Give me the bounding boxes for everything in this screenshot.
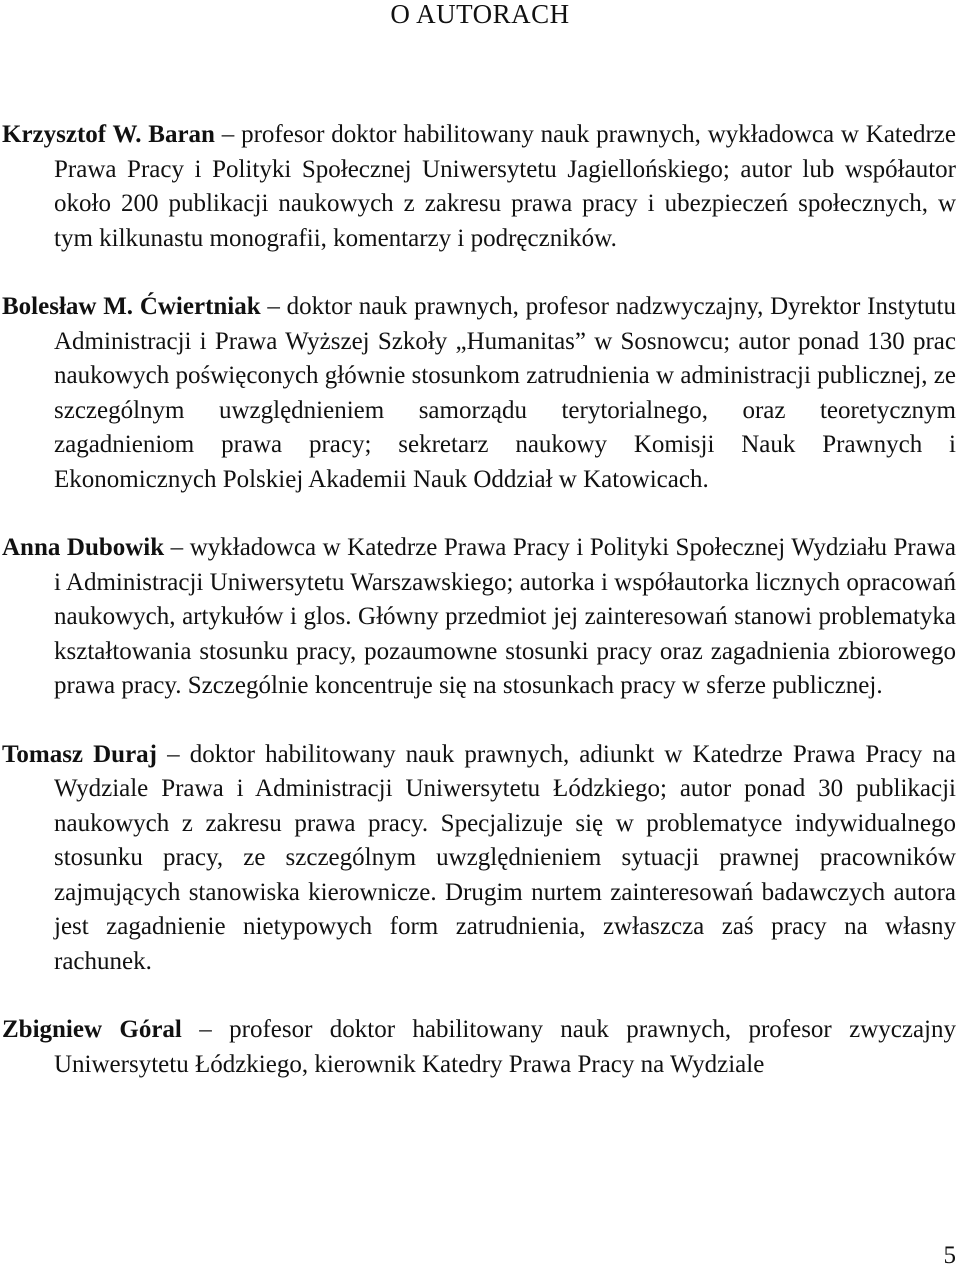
author-paragraph <box>2 531 956 704</box>
author-description: – doktor nauk prawnych, profesor nadzwyczajny, Dyrektor Instytutu Administracji i Prawa Wyższej Szkoły „Humanitas” w Sosnowcu; autor ponad 130 prac naukowych poświęconych głównie stosunkom zatrudnienia w administracji publicznej, ze szczególnym uwzględnieniem samorządu terytorialnego, oraz teoretycznym zagadnieniom prawa pracy; sekretarz naukowy Komisji Nauk Prawnych i Ekonomicznych Polskiej Akademii Nauk Oddział w Katowicach. <box>54 293 956 493</box>
author-description: – doktor habilitowany nauk prawnych, adiunkt w Katedrze Prawa Pracy na Wydziale Prawa i Administracji Uniwersytetu Łódzkiego; autor ponad 30 publikacji naukowych z zakresu prawa pracy. Specjalizuje się w problematyce indywidualnego stosunku pracy, ze szczególnym uwzględnieniem sytuacji prawnej pracowników zajmujących stanowiska kierownicze. Drugim nurtem zainteresowań badawczych autora jest zagadnienie nietypowych form zatrudnienia, zwłaszcza zaś pracy na własny rachunek. <box>54 740 956 975</box>
author-bios <box>2 118 956 1116</box>
page-title: O AUTORACH <box>390 0 570 29</box>
author-description: – wykładowca w Katedrze Prawa Pracy i Polityki Społecznej Wydziału Prawa i Administracji Uniwersytetu Warszawskiego; autorka i współautorka licznych opracowań naukowych, artykułów i glos. Główny przedmiot jej zainteresowań stanowi problematyka kształtowania stosunku pracy, pozaumowne stosunki pracy oraz zagadnienia zbiorowego prawa pracy. Szczególnie koncentruje się na stosunkach pracy w sferze publicznej. <box>54 534 956 699</box>
author-bio <box>2 118 956 256</box>
author-name: Anna Dubowik <box>2 534 165 561</box>
author-paragraph <box>2 738 956 980</box>
author-description: – profesor doktor habilitowany nauk prawnych, profesor zwyczajny Uniwersytetu Łódzkiego, kierownik Katedry Prawa Pracy na Wydziale <box>54 1016 956 1078</box>
author-bio <box>2 290 956 497</box>
author-name: Zbigniew Góral <box>2 1016 182 1043</box>
author-paragraph <box>2 118 956 256</box>
author-paragraph <box>2 290 956 497</box>
author-name: Bolesław M. Ćwiertniak <box>2 293 261 320</box>
author-name: Tomasz Duraj <box>2 740 158 768</box>
author-name: Krzysztof W. Baran <box>2 121 215 148</box>
author-description: – profesor doktor habilitowany nauk prawnych, wykładowca w Katedrze Prawa Pracy i Polityki Społecznej Uniwersytetu Jagiellońskiego; autor lub współautor około 200 publikacji naukowych z zakresu prawa pracy i ubezpieczeń społecznych, w tym kilkunastu monografii, komentarzy i podręczników. <box>54 121 956 252</box>
author-bio <box>2 1013 956 1082</box>
author-bio <box>2 531 956 704</box>
author-paragraph <box>2 1013 956 1082</box>
author-bio <box>2 738 956 980</box>
page-number: 5 <box>943 1242 956 1269</box>
